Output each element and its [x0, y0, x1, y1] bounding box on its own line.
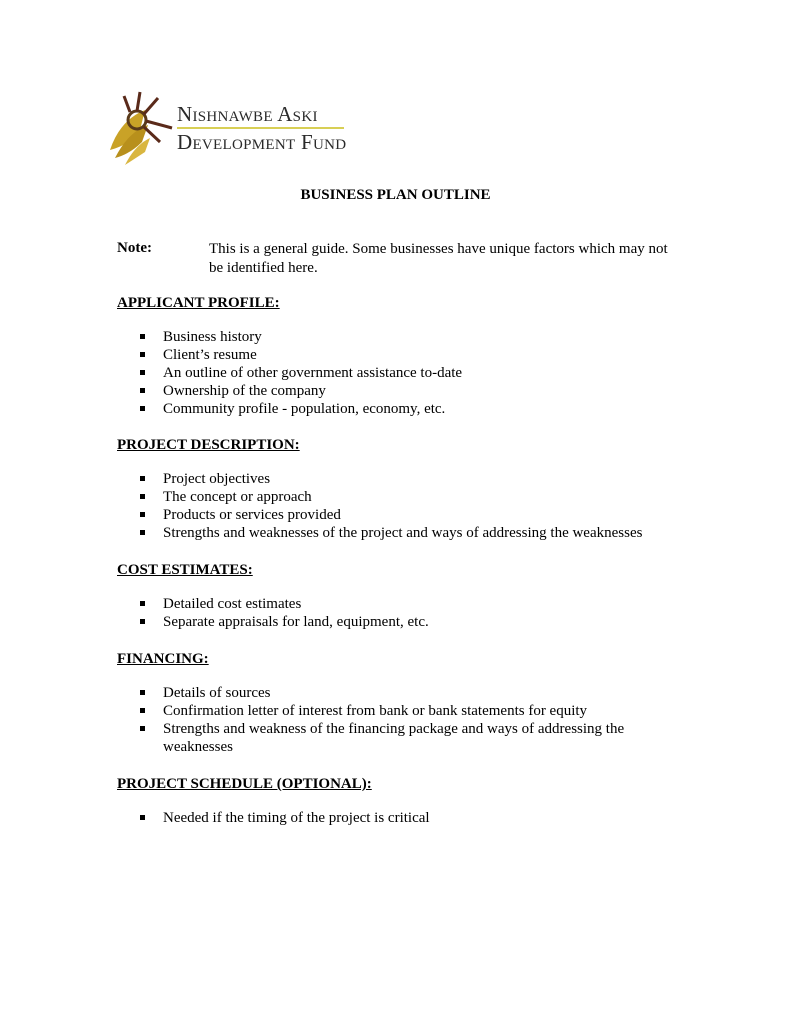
list-item: Ownership of the company — [117, 382, 717, 400]
list-item: Community profile - population, economy, etc. — [117, 400, 717, 418]
note-label: Note: — [117, 240, 152, 256]
section-heading: PROJECT SCHEDULE (OPTIONAL): — [117, 776, 372, 792]
list-item: An outline of other government assistance to-date — [117, 364, 717, 382]
list-item: Strengths and weakness of the financing package and ways of addressing the weaknesses — [117, 720, 657, 756]
logo-line-2: Development Fund — [177, 130, 347, 154]
list-item: Details of sources — [117, 684, 657, 702]
logo-divider — [177, 127, 344, 129]
feather-emblem-icon — [100, 90, 180, 168]
section-project-schedule — [117, 776, 717, 827]
list-item: Client’s resume — [117, 346, 717, 364]
section-heading: COST ESTIMATES: — [117, 562, 253, 578]
list-item: Strengths and weaknesses of the project and ways of addressing the weaknesses — [117, 524, 717, 542]
note-text: This is a general guide. Some businesses have unique factors which may not be identified here. — [209, 241, 668, 276]
section-heading: FINANCING: — [117, 651, 209, 667]
list-item: Confirmation letter of interest from bank or bank statements for equity — [117, 702, 657, 720]
list-item: Needed if the timing of the project is critical — [117, 809, 717, 827]
list-item: Project objectives — [117, 470, 717, 488]
list-item: Products or services provided — [117, 506, 717, 524]
logo — [100, 90, 350, 170]
page-title: BUSINESS PLAN OUTLINE — [300, 187, 491, 203]
logo-line-1: Nishnawbe Aski — [177, 102, 318, 126]
list-item: Business history — [117, 328, 717, 346]
list-item: Detailed cost estimates — [117, 595, 717, 613]
list-item: The concept or approach — [117, 488, 717, 506]
section-project-description — [117, 437, 717, 542]
section-applicant-profile — [117, 295, 717, 418]
section-cost-estimates — [117, 562, 717, 631]
section-heading: APPLICANT PROFILE: — [117, 295, 280, 311]
section-heading: PROJECT DESCRIPTION: — [117, 437, 300, 453]
list-item: Separate appraisals for land, equipment, etc. — [117, 613, 717, 631]
section-financing — [117, 651, 657, 756]
